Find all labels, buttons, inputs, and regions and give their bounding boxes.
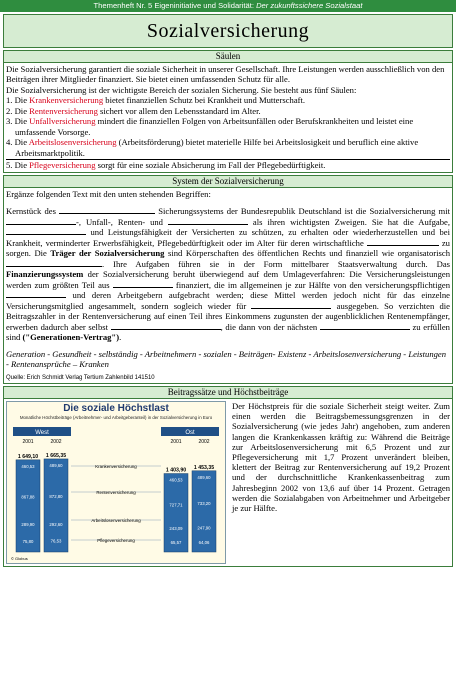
- term-list: Generation - Gesundheit - selbständig - Arbeitnehmern - sozialen - Beiträgen- Existenz - Arbeitslosenversicherung - Leistungen - Rentenansprüche – Kranken: [6, 348, 447, 370]
- segment-label: 247,90: [197, 525, 211, 531]
- bold-term: Finanzierungssystem: [6, 269, 84, 280]
- section-heading: Beitragssätze und Höchstbeiträge: [4, 387, 452, 399]
- list-item: 5. Die Pflegeversicherung sorgt für eine soziale Absicherung im Fall der Pflegebedürftigkeit.: [6, 159, 450, 170]
- legend-label: Pflegeversicherung: [97, 537, 135, 543]
- segment-label: 65,57: [170, 540, 182, 546]
- legend-label: Krankenversicherung: [95, 463, 137, 469]
- segment-label: 867,88: [21, 494, 35, 500]
- segment-label: 460,53: [169, 477, 183, 483]
- tick-label: 2001: [22, 438, 34, 445]
- segment-label: 872,80: [49, 493, 63, 499]
- chart-svg: [7, 402, 225, 563]
- bar-total-label: 1 665,35: [45, 452, 67, 459]
- beitrag-text: Der Höchstpreis für die soziale Sicherheit steigt weiter. Zum einen werden die Beitragsbemessungsgrenzen in der Sozialversicherung (wie jedes Jahr) angehoben, zum anderen langen die Krankenkassen kräftig zu: Während die Beiträge zur Arbeitslosenversicherung mit 6,5 Prozent und zur Pflegeversicherung mit 1,7 Prozent unverändert bleiben, klettert der Beitrag zur Rentenversicherung auf 19,2 Prozent und der durchschnittliche Krankenkassenbeitrag zum Jahresbeginn 2002 von 13,6 auf über 14 Prozent. Getragen werden die Sozialabgaben von Arbeitnehmer und Arbeitgeber je zur Hälfte.: [232, 400, 450, 514]
- segment-label: 733,20: [197, 500, 211, 506]
- source-note: Quelle: Erich Schmidt Verlag Tertium Zahlenbild 141510: [6, 374, 155, 381]
- list-item: 2. Die Rentenversicherung sichert vor allem den Lebensstandard im Alter.: [6, 105, 261, 116]
- segment-label: 289,90: [21, 522, 35, 528]
- header-prefix: Themenheft Nr. 5 Eigeninitiative und Solidarität:: [93, 1, 257, 10]
- list-item: 3. Die Unfallversicherung mindert die finanziellen Folgen von Arbeitsunfällen oder Berufskrankheiten und leistet eine umfassende Vorsorge.: [6, 116, 414, 137]
- legend-label: Arbeitslosenversicherung: [91, 517, 141, 523]
- pillar-term: Pflegeversicherung: [29, 160, 96, 171]
- page-title: Sozialversicherung: [146, 19, 310, 42]
- chart-title: Die soziale Höchstlast: [63, 402, 169, 414]
- blank-field[interactable]: [59, 206, 155, 214]
- blank-field[interactable]: [6, 290, 66, 298]
- bold-term: Träger der Sozialversicherung: [50, 248, 165, 259]
- bold-term: ("Generationen-Vertrag"): [22, 332, 120, 343]
- chart-footer: © Globus: [11, 555, 28, 561]
- section-system: [3, 175, 453, 384]
- segment-label: 243,09: [169, 525, 183, 531]
- blank-field[interactable]: [251, 301, 331, 309]
- section-heading: Säulen: [4, 51, 452, 63]
- blank-field[interactable]: [113, 280, 173, 288]
- legend-label: Rentenversicherung: [96, 489, 136, 495]
- blank-field[interactable]: [111, 322, 221, 330]
- blank-field[interactable]: [6, 259, 102, 267]
- pillar-term: Rentenversicherung: [29, 105, 98, 116]
- list-item: 4. Die Arbeitslosenversicherung (Arbeitsförderung) bietet materielle Hilfe bei Arbeitslosigkeit und beruflich eine aktive Arbeitsmarktpolitik.: [6, 137, 419, 158]
- bar-total-label: 1 403,90: [165, 467, 187, 474]
- segment-label: 75,80: [22, 538, 34, 544]
- segment-label: 489,60: [197, 474, 211, 480]
- pillar-term: Arbeitslosenversicherung: [28, 137, 117, 148]
- tick-label: 2002: [198, 438, 210, 445]
- chart-subtitle: Monatliche Höchstbeiträge (Arbeitnehmer- und Arbeitgeberanteil) in der Sozialversicherung in Euro: [19, 414, 213, 420]
- segment-label: 489,60: [49, 462, 63, 468]
- segment-label: 727,71: [169, 502, 183, 508]
- page-title-box: [3, 14, 453, 48]
- list-item: 1. Die Krankenversicherung bietet finanziellen Schutz bei Krankheit und Mutterschaft.: [6, 95, 306, 106]
- segment-label: 76,53: [50, 538, 62, 544]
- segment-label: 292,60: [49, 521, 63, 527]
- section-heading: System der Sozialversicherung: [4, 176, 452, 188]
- blank-field[interactable]: [320, 322, 410, 330]
- header-title: Der zukunftssichere Sozialstaat: [256, 1, 363, 10]
- blank-field[interactable]: [367, 238, 439, 246]
- blank-field[interactable]: [168, 217, 248, 225]
- tick-label: 2001: [170, 438, 182, 445]
- bar-total-label: 1 453,35: [193, 464, 215, 471]
- segment-label: 460,53: [21, 463, 35, 469]
- bar-total-label: 1 649,10: [17, 453, 39, 460]
- segment-label: 64,06: [198, 539, 210, 545]
- intro-paragraph: Die Sozialversicherung ist der wichtigste Bereich der sozialen Sicherung. Sie besteht aus fünf Säulen:: [6, 84, 357, 95]
- group-label: Ost: [185, 429, 195, 436]
- intro-paragraph: Die Sozialversicherung garantiert die soziale Sicherheit in unserer Gesellschaft. Ihre Leistungen werden ausschließlich von den Beiträgen ihrer Mitglieder finanziert. Sie bietet einen umfassenden Schutz für alle.: [6, 64, 445, 85]
- cloze-text: Kernstück des Sicherungssystems der Bundesrepublik Deutschland ist die Sozialversicherung mit -, Unfall-, Renten- und als ihren wichtigsten Zweigen. Sie hat die Aufgabe, und Leistungsfähigkeit der Versicherten zu schützen, zu erhalten oder wiederherzustellen und bei Krankheit, verminderter Erwerbsfähigkeit, Pflegebedürftigkeit oder im Alter für deren wirtschaftliche zu sorgen. Die Träger der Sozialversicherung sind Körperschaften des öffentlichen Rechts und finanziell wie organisatorisch . Ihre Aufgaben führen sie in der Form mittelbarer Staatsverwaltung durch. Das Finanzierungssystem der Sozialversicherung beruht überwiegend auf dem Umlageverfahren: Die Versicherungsleistungen werden zum größten Teil aus finanziert, die im allgemeinen je zur Hälfte von den versicherungspflichtigen und deren Arbeitgebern aufgebracht werden; diese Mittel werden jedoch nicht für das einzelne Versicherungsmitglied angesammelt, sondern sogleich wieder für ausgegeben. So verzichten die Beitragszahler in der Rentenversicherung auf einen Teil ihres Einkommens zugunsten der augenblicklichen Rentenempfänger, erwerben dadurch aber selbst , die dann von der nächsten zu erfüllen sind ("Generationen-Vertrag").: [6, 206, 450, 343]
- chart: [6, 401, 226, 564]
- header-bar: [0, 0, 456, 12]
- pillar-list: [6, 95, 450, 170]
- tick-label: 2002: [50, 438, 62, 445]
- instruction: Ergänze folgenden Text mit den unten stehenden Begriffen:: [6, 188, 211, 199]
- pillar-term: Krankenversicherung: [29, 95, 104, 106]
- blank-field[interactable]: [6, 217, 76, 225]
- pillar-term: Unfallversicherung: [29, 116, 96, 127]
- section-beitrag: [3, 386, 453, 567]
- blank-field[interactable]: [6, 227, 86, 235]
- group-label: West: [35, 429, 49, 436]
- section-saeulen: [3, 50, 453, 173]
